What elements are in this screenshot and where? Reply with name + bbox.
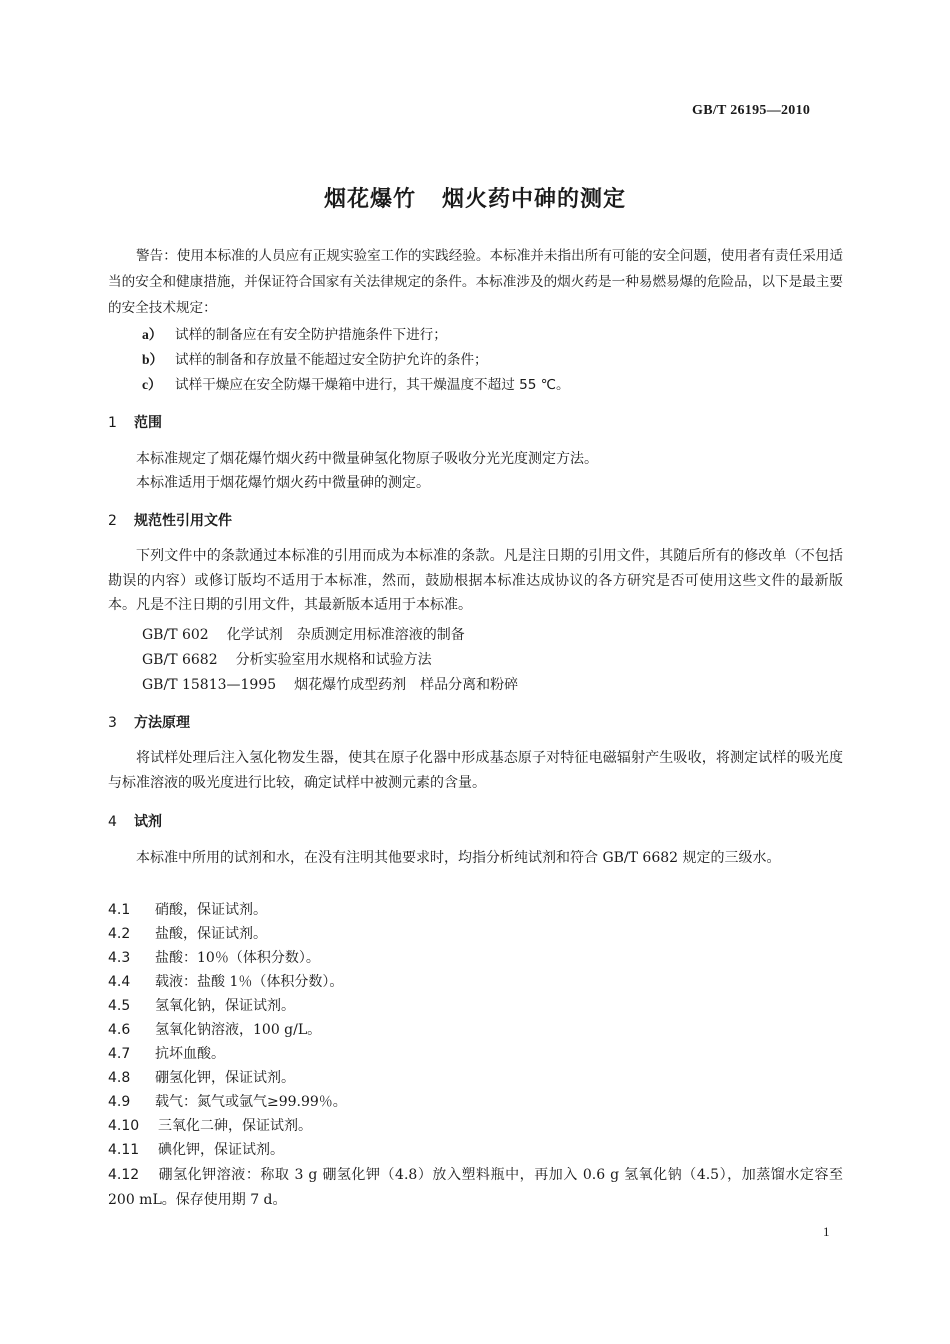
item-number: 4.5 [108, 998, 131, 1014]
reagent-item [108, 899, 267, 919]
title-part-1: 烟花爆竹 [323, 187, 416, 212]
item-number: 4.11 [108, 1142, 140, 1158]
warning-item-c [142, 373, 570, 393]
section-2-paragraph: 下列文件中的条款通过本标准的引用而成为本标准的条款。凡是注日期的引用文件，其随后所有的修改单（不包括勘误的内容）或修订版均不适用于本标准，然而，鼓励根据本标准达成协议的各方研究是否可使用这些文件的最新版本。凡是不注日期的引用文件，其最新版本适用于本标准。 [108, 548, 843, 613]
item-text: 硼氢化钾溶液：称取 3 g 硼氢化钾（4.8）放入塑料瓶中，再加入 0.6 g 氢氧化钠（4.5），加蒸馏水定容至 200 mL。保存使用期 7 d。 [108, 1167, 843, 1208]
list-marker: b） [142, 352, 164, 367]
section-title: 范围 [134, 415, 162, 431]
section-1-paragraph-1: 本标准规定了烟花爆竹烟火药中微量砷氢化物原子吸收分光光度测定方法。 [136, 451, 598, 467]
document-title [0, 182, 950, 213]
item-number: 4.7 [108, 1046, 131, 1062]
warning-item-b [142, 348, 488, 368]
reagent-item [108, 923, 267, 943]
item-text: 盐酸，保证试剂。 [155, 926, 267, 942]
reagent-item [108, 947, 320, 967]
list-text: 试样干燥应在安全防爆干燥箱中进行，其干燥温度不超过 55 ℃。 [175, 377, 570, 393]
item-number: 4.8 [108, 1070, 131, 1086]
item-text: 载液：盐酸 1％（体积分数）。 [155, 974, 344, 990]
item-text: 硝酸，保证试剂。 [155, 902, 267, 918]
item-number: 4.1 [108, 902, 131, 918]
item-number: 4.9 [108, 1094, 131, 1110]
reference-title: 烟花爆竹成型药剂 样品分离和粉碎 [294, 677, 519, 693]
reference-code: GB/T 6682 [142, 652, 218, 668]
section-number: 4 [108, 814, 117, 830]
item-text: 载气：氮气或氩气≥99.99％。 [155, 1094, 347, 1110]
reagent-item [108, 1115, 312, 1135]
item-number: 4.10 [108, 1118, 140, 1134]
reagent-item [108, 1043, 225, 1063]
section-title: 规范性引用文件 [134, 513, 232, 529]
item-number: 4.2 [108, 926, 131, 942]
section-number: 3 [108, 715, 117, 731]
page-number: 1 [823, 1224, 830, 1239]
section-title: 方法原理 [134, 715, 190, 731]
section-1-heading [108, 412, 162, 432]
list-text: 试样的制备应在有安全防护措施条件下进行； [175, 327, 447, 343]
section-1-paragraph-2: 本标准适用于烟花爆竹烟火药中微量砷的测定。 [136, 475, 430, 491]
reference-code: GB/T 602 [142, 627, 209, 643]
warning-item-a [142, 323, 447, 343]
title-part-2: 烟火药中砷的测定 [442, 187, 627, 212]
item-text: 三氧化二砷，保证试剂。 [158, 1118, 312, 1134]
section-title: 试剂 [134, 814, 162, 830]
item-number: 4.6 [108, 1022, 131, 1038]
section-4-paragraph: 本标准中所用的试剂和水，在没有注明其他要求时，均指分析纯试剂和符合 GB/T 6682 规定的三级水。 [136, 850, 781, 866]
reagent-item [108, 1019, 321, 1039]
reagent-item [108, 1091, 347, 1111]
item-number: 4.4 [108, 974, 131, 990]
section-number: 1 [108, 415, 117, 431]
reference-title: 分析实验室用水规格和试验方法 [235, 652, 432, 668]
item-text: 抗坏血酸。 [155, 1046, 225, 1062]
reference-code: GB/T 15813—1995 [142, 677, 277, 693]
section-number: 2 [108, 513, 117, 529]
item-number: 4.12 [108, 1167, 140, 1183]
item-number: 4.3 [108, 950, 131, 966]
reagent-item-long [108, 1163, 843, 1212]
section-2-heading [108, 510, 232, 530]
section-4-heading [108, 811, 162, 831]
reagent-item [108, 971, 343, 991]
reference-title: 化学试剂 杂质测定用标准溶液的制备 [226, 627, 465, 643]
section-3-paragraph: 将试样处理后注入氢化物发生器，使其在原子化器中形成基态原子对特征电磁辐射产生吸收，将测定试样的吸光度与标准溶液的吸光度进行比较，确定试样中被测元素的含量。 [108, 750, 843, 791]
item-text: 硼氢化钾，保证试剂。 [155, 1070, 295, 1086]
reference-item [142, 649, 432, 669]
standard-number: GB/T 26195—2010 [692, 103, 811, 118]
reagent-item [108, 995, 295, 1015]
list-text: 试样的制备和存放量不能超过安全防护允许的条件； [175, 352, 488, 368]
reference-item [142, 624, 465, 644]
item-text: 氢氧化钠，保证试剂。 [155, 998, 295, 1014]
list-marker: c） [142, 377, 162, 392]
list-marker: a） [142, 327, 163, 342]
reference-item [142, 674, 518, 694]
section-3-heading [108, 712, 190, 732]
item-text: 盐酸：10％（体积分数）。 [155, 950, 320, 966]
item-text: 碘化钾，保证试剂。 [158, 1142, 284, 1158]
reagent-item [108, 1139, 284, 1159]
warning-paragraph: 警告：使用本标准的人员应有正规实验室工作的实践经验。本标准并未指出所有可能的安全问题，使用者有责任采用适当的安全和健康措施，并保证符合国家有关法律规定的条件。本标准涉及的烟火药是一种易燃易爆的危险品，以下是最主要的安全技术规定： [108, 248, 843, 316]
reagent-item [108, 1067, 295, 1087]
item-text: 氢氧化钠溶液，100 g/L。 [155, 1022, 322, 1038]
